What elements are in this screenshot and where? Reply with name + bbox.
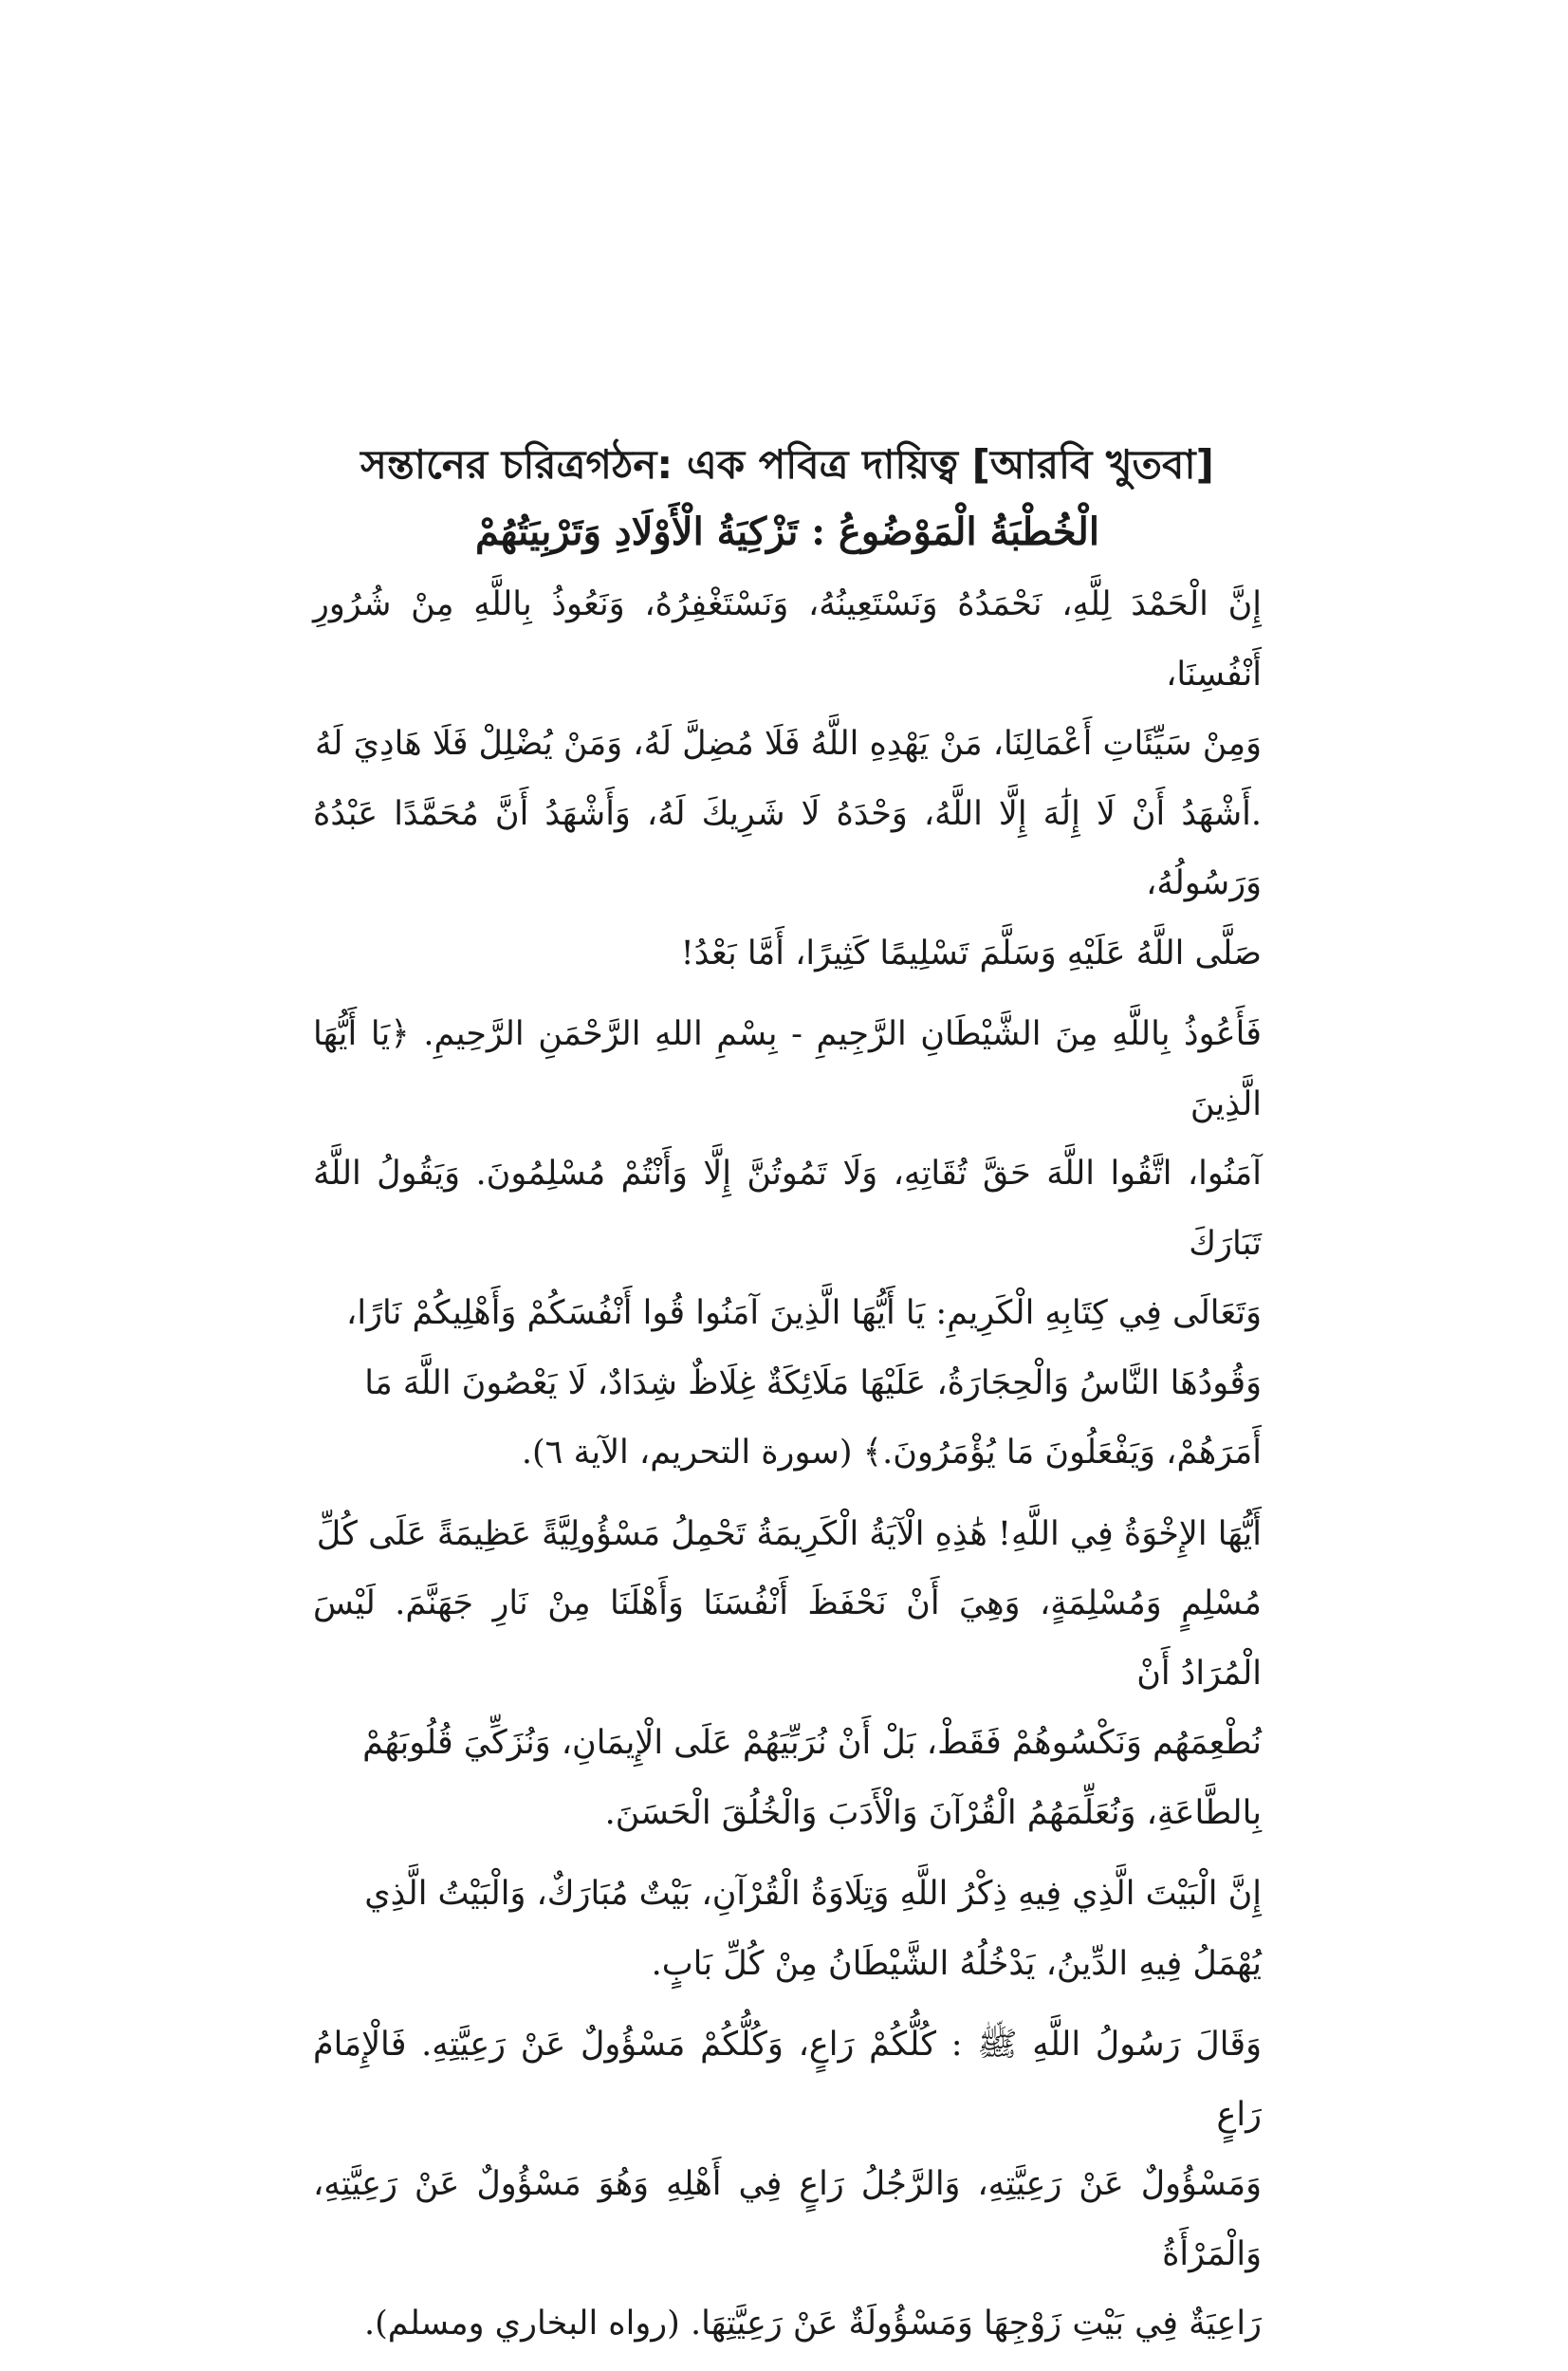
text-line: إِنَّ الْبَيْتَ الَّذِي فِيهِ ذِكْرُ اللَّهِ وَتِلَاوَةُ الْقُرْآنِ، بَيْتٌ مُبَارَكٌ، وَالْبَيْتُ الَّذِي: [364, 1875, 1262, 1913]
text-line: وَمِنْ سَيِّئَاتِ أَعْمَالِنَا، مَنْ يَهْدِهِ اللَّهُ فَلَا مُضِلَّ لَهُ، وَمَنْ يُضْلِلْ فَلَا هَادِيَ لَهُ: [315, 725, 1262, 763]
text-line: أَمَرَهُمْ، وَيَفْعَلُونَ مَا يُؤْمَرُونَ.﴾ (سورة التحريم، الآية ٦).: [521, 1434, 1262, 1472]
text-line: بِالطَّاعَةِ، وَنُعَلِّمَهُمُ الْقُرْآنَ وَالْأَدَبَ وَالْخُلُقَ الْحَسَنَ.: [604, 1793, 1262, 1832]
text-line: وَقُودُهَا النَّاسُ وَالْحِجَارَةُ، عَلَيْهَا مَلَائِكَةٌ غِلَاظٌ شِدَادٌ، لَا يَعْصُونَ اللَّهَ مَا: [364, 1363, 1262, 1402]
text-line: .أَشْهَدُ أَنْ لَا إِلَٰهَ إِلَّا اللَّهُ، وَحْدَهُ لَا شَرِيكَ لَهُ، وَأَشْهَدُ أَنَّ مُحَمَّدًا عَبْدُهُ وَرَسُولُهُ،: [313, 794, 1262, 902]
paragraph-quran-verses: [313, 1000, 1262, 1489]
text-line: وَمَسْؤُولٌ عَنْ رَعِيَّتِهِ، وَالرَّجُلُ رَاعٍ فِي أَهْلِهِ وَهُوَ مَسْؤُولٌ عَنْ رَعِيَّتِهِ، وَالْمَرْأَةُ: [313, 2165, 1262, 2273]
text-line: صَلَّى اللَّهُ عَلَيْهِ وَسَلَّمَ تَسْلِيمًا كَثِيرًا، أَمَّا بَعْدُ!: [680, 934, 1262, 972]
text-line: وَتَعَالَى فِي كِتَابِهِ الْكَرِيمِ: يَا أَيُّهَا الَّذِينَ آمَنُوا قُوا أَنْفُسَكُمْ وَأَهْلِيكُمْ نَارًا،: [346, 1294, 1262, 1332]
text-line: مُسْلِمٍ وَمُسْلِمَةٍ، وَهِيَ أَنْ نَحْفَظَ أَنْفُسَنَا وَأَهْلَنَا مِنْ نَارِ جَهَنَّمَ. لَيْسَ الْمُرَادُ أَنْ: [313, 1584, 1262, 1693]
paragraph-opening-praise: [313, 570, 1262, 989]
text-line: وَقَالَ رَسُولُ اللَّهِ ﷺ : كُلُّكُمْ رَاعٍ، وَكُلُّكُمْ مَسْؤُولٌ عَنْ رَعِيَّتِهِ. فَالْإِمَامُ رَاعٍ: [313, 2026, 1262, 2134]
text-line: رَاعِيَةٌ فِي بَيْتِ زَوْجِهَا وَمَسْؤُولَةٌ عَنْ رَعِيَّتِهَا. (رواه البخاري ومسلم).: [364, 2305, 1262, 2343]
paragraph-blessed-home: [313, 1860, 1262, 1999]
paragraph-responsibility: [313, 1500, 1262, 1849]
paragraph-hadith: [313, 2010, 1262, 2360]
khutbah-content: [313, 432, 1262, 2371]
text-line: يُهْمَلُ فِيهِ الدِّينُ، يَدْخُلُهُ الشَّيْطَانُ مِنْ كُلِّ بَابٍ.: [651, 1944, 1262, 1983]
text-line: آمَنُوا، اتَّقُوا اللَّهَ حَقَّ تُقَاتِهِ، وَلَا تَمُوتُنَّ إِلَّا وَأَنْتُمْ مُسْلِمُونَ. وَيَقُولُ اللَّهُ تَبَارَكَ: [313, 1155, 1262, 1263]
text-line: فَأَعُوذُ بِاللَّهِ مِنَ الشَّيْطَانِ الرَّجِيمِ - بِسْمِ اللهِ الرَّحْمَنِ الرَّحِيمِ. ﴿يَا أَيُّهَا الَّذِينَ: [313, 1015, 1262, 1123]
text-line: أَيُّهَا الإِخْوَةُ فِي اللَّهِ! هَٰذِهِ الْآيَةُ الْكَرِيمَةُ تَحْمِلُ مَسْؤُولِيَّةً عَظِيمَةً عَلَى كُلِّ: [316, 1514, 1262, 1553]
subtitle-arabic: الْخُطْبَةُ الْمَوْضُوعُ : تَزْكِيَةُ الْأَوْلَادِ وَتَرْبِيَتُهُمْ: [475, 509, 1099, 554]
text-line: نُطْعِمَهُم وَنَكْسُوهُمْ فَقَطْ، بَلْ أَنْ نُرَبِّيَهُمْ عَلَى الْإِيمَانِ، وَنُزَكِّيَ قُلُوبَهُمْ: [362, 1724, 1262, 1762]
page-title: সন্তানের চরিত্রগঠন: এক পবিত্র দায়িত্ব [আরবি খুতবা]: [360, 441, 1214, 488]
text-line: إِنَّ الْحَمْدَ لِلَّهِ، نَحْمَدُهُ وَنَسْتَعِينُهُ، وَنَسْتَغْفِرُهُ، وَنَعُوذُ بِاللَّهِ مِنْ شُرُورِ أَنْفُسِنَا،: [313, 585, 1262, 694]
